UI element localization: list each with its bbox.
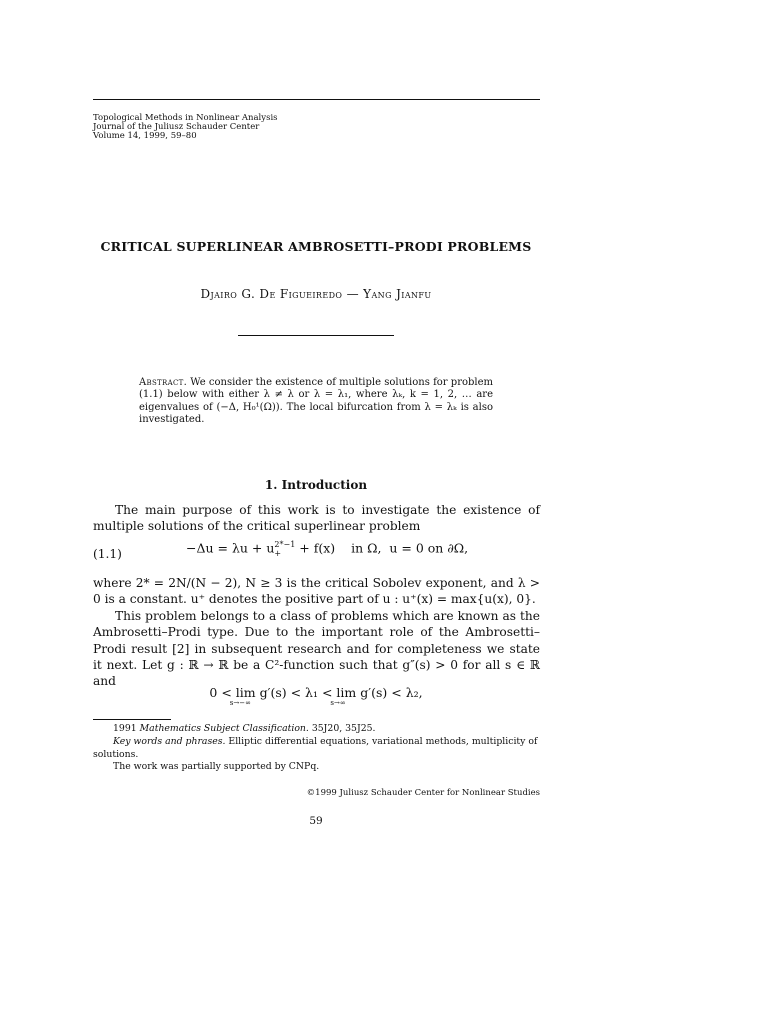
journal-publisher: Journal of the Juliusz Schauder Center: [93, 122, 260, 132]
footnote-support: The work was partially supported by CNPq.: [113, 761, 320, 773]
footnote-keywords-value: Elliptic differential equations, variational methods, multiplicity of solutions.: [93, 735, 538, 760]
lim-text-2: lim: [336, 685, 357, 700]
article-authors: Djairo G. De Figueiredo — Yang Jianfu: [200, 287, 432, 301]
footnote-keywords-label: Key words and phrases.: [113, 735, 226, 747]
equation-number: (1.1): [93, 547, 122, 561]
page-number: 59: [309, 815, 323, 827]
inequality-part-3: g′(s) < λ₂,: [360, 685, 423, 700]
intro-paragraph-1: The main purpose of this work is to investigate the existence of multiple solutions of the critical superlinear problem: [93, 503, 540, 534]
inequality-display: [0, 685, 632, 707]
header-rule: [93, 99, 540, 100]
lim-subscript-2: s→∞: [330, 699, 346, 707]
limit-upper: [330, 685, 357, 707]
inequality-part-1: 0 <: [209, 685, 232, 700]
abstract-label: Abstract.: [139, 377, 188, 388]
journal-volume: Volume 14, 1999, 59–80: [93, 131, 197, 141]
section-heading: 1. Introduction: [264, 478, 368, 492]
journal-header: [93, 114, 278, 141]
equation-lhs: −Δu = λu + u: [186, 540, 275, 556]
footnote-rule: [93, 719, 171, 720]
copyright-notice: ©1999 Juliusz Schauder Center for Nonlinear Studies: [306, 788, 540, 798]
abstract-text: We consider the existence of multiple solutions for problem (1.1) below with either λ ≠ λ or λ = λ₁, where λₖ, k = 1, 2, … are eigenvalues of (−Δ, H₀¹(Ω)). The local bifurcation from λ = λₖ is also investigated.: [139, 377, 494, 425]
lim-subscript-1: s→−∞: [229, 699, 251, 707]
footnote-classification-value: 35J20, 35J25.: [311, 723, 376, 734]
footnote-year: 1991: [113, 723, 137, 734]
abstract: [139, 377, 493, 426]
equation-1-1: [186, 540, 468, 558]
intro-paragraph-3: This problem belongs to a class of problems which are known as the Ambrosetti–Prodi type. Due to the important role of the Ambrosetti–Prodi result [2] in subsequent research and for completeness we state it next. Let g : ℝ → ℝ be a C²-function such that g″(s) > 0 for all s ∈ ℝ and: [93, 609, 540, 689]
equation-exponent: 2*−1: [274, 540, 296, 549]
lim-text-1: lim: [235, 685, 256, 700]
footnote-keywords: [93, 736, 540, 762]
intro-paragraph-2: where 2* = 2N/(N − 2), N ≥ 3 is the critical Sobolev exponent, and λ > 0 is a constant. u⁺ denotes the positive part of u : u⁺(x) = max{u(x), 0}.: [93, 576, 540, 607]
footnote-classification-label: Mathematics Subject Classification.: [139, 723, 309, 734]
article-title: CRITICAL SUPERLINEAR AMBROSETTI–PRODI PROBLEMS: [100, 239, 532, 254]
limit-lower: [229, 685, 256, 707]
equation-subscript: +: [274, 549, 282, 558]
inequality-part-2: g′(s) < λ₁ <: [259, 685, 333, 700]
equation-rhs: + f(x) in Ω, u = 0 on ∂Ω,: [299, 540, 469, 556]
title-separator-rule: [238, 335, 394, 336]
journal-name: Topological Methods in Nonlinear Analysis: [93, 113, 278, 123]
footnote-classification: [93, 723, 540, 736]
footnotes: [93, 723, 540, 774]
